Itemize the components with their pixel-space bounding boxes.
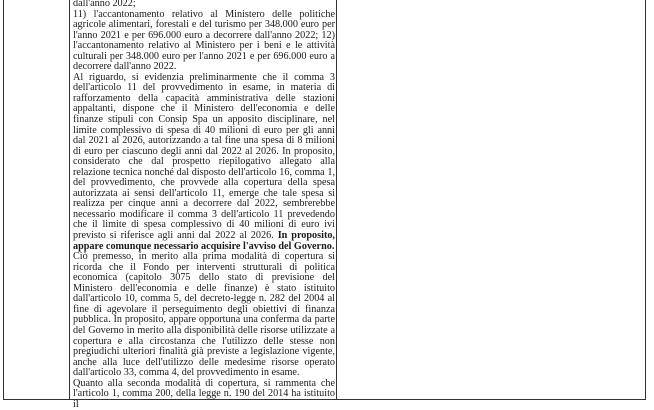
text-column (73, 0, 335, 410)
text-segment: 11) l'accantonamento relativo al Ministero delle politiche agricole alimentari, forestali e del turismo per 348.000 euro per l'anno 2021 e per 696.000 euro a decorrere dall'anno 2022; 12) l'accantonamento relativo al Ministero per i beni e le attività culturali per 348.000 euro per l'anno 2021 e per 696.000 euro a decorrere dall'anno 2022. (73, 8, 335, 73)
column-divider-left (69, 0, 70, 399)
left-empty-column (4, 0, 69, 399)
text-segment: Quanto alla seconda modalità di copertura, si rammenta che l'articolo 1, comma 200, della legge n. 190 del 2014 ha istituito il (73, 377, 335, 410)
paragraph-cio-premesso (73, 252, 335, 379)
paragraph-seconda-modalita (73, 379, 335, 410)
document-table (3, 0, 646, 410)
text-segment: dall'anno 2022; (73, 0, 136, 9)
paragraph-al-riguardo (73, 73, 335, 252)
text-segment: Al riguardo, si evidenzia preliminarmente che il comma 3 dell'articolo 11 del provvedimento in esame, in materia di rafforzamento della capacità amministrativa delle stazioni appaltanti, dispone che il Ministero dell'economia e delle finanze stipuli con Consip Spa un apposito disciplinare, nel limite complessivo di spesa di 40 milioni di euro per gli anni dal 2021 al 2026, autorizzando a tal fine una spesa di 8 milioni di euro per ciascuno degli anni dal 2022 al 2026. In proposito, considerato che dal prospetto riepilogativo allegato alla relazione tecnica nonché dal disposto dell'articolo 16, comma 1, del provvedimento, che provvede alla copertura della spesa autorizzata ai sensi dell'articolo 11, emerge che tale spesa si realizza per cinque anni a decorrere dal 2022, sembrerebbe necessario modificare il comma 3 dell'articolo 11 prevedendo che il limite di spesa complessivo di 40 milioni di euro ivi previsto si riferisce agli anni dal 2022 al 2026. (73, 71, 335, 242)
text-segment: Ciò premesso, in merito alla prima modalità di copertura si ricorda che il Fondo per interventi strutturali di politica economica (capitolo 3075 dello stato di previsione del Ministero dell'economia e delle finanze) è stato istituito dall'articolo 10, comma 5, del decreto-legge n. 282 del 2004 al fine di agevolare il perseguimento degli obiettivi di finanza pubblica. In proposito, appare opportuna una conferma da parte del Governo in merito alla disponibilità delle risorse utilizzate a copertura e alla circostanza che l'utilizzo delle stesse non pregiudichi ulteriori finalità già previste a legislazione vigente, anche alla luce dell'utilizzo delle medesime risorse operato dall'articolo 33, comma 4, del provvedimento in esame. (73, 251, 335, 379)
paragraph-accantonamenti (73, 10, 335, 73)
right-empty-column (337, 0, 645, 399)
bold-request-government-opinion: In proposito, appare comunque necessario acquisire l'avviso del Governo. (73, 230, 335, 252)
